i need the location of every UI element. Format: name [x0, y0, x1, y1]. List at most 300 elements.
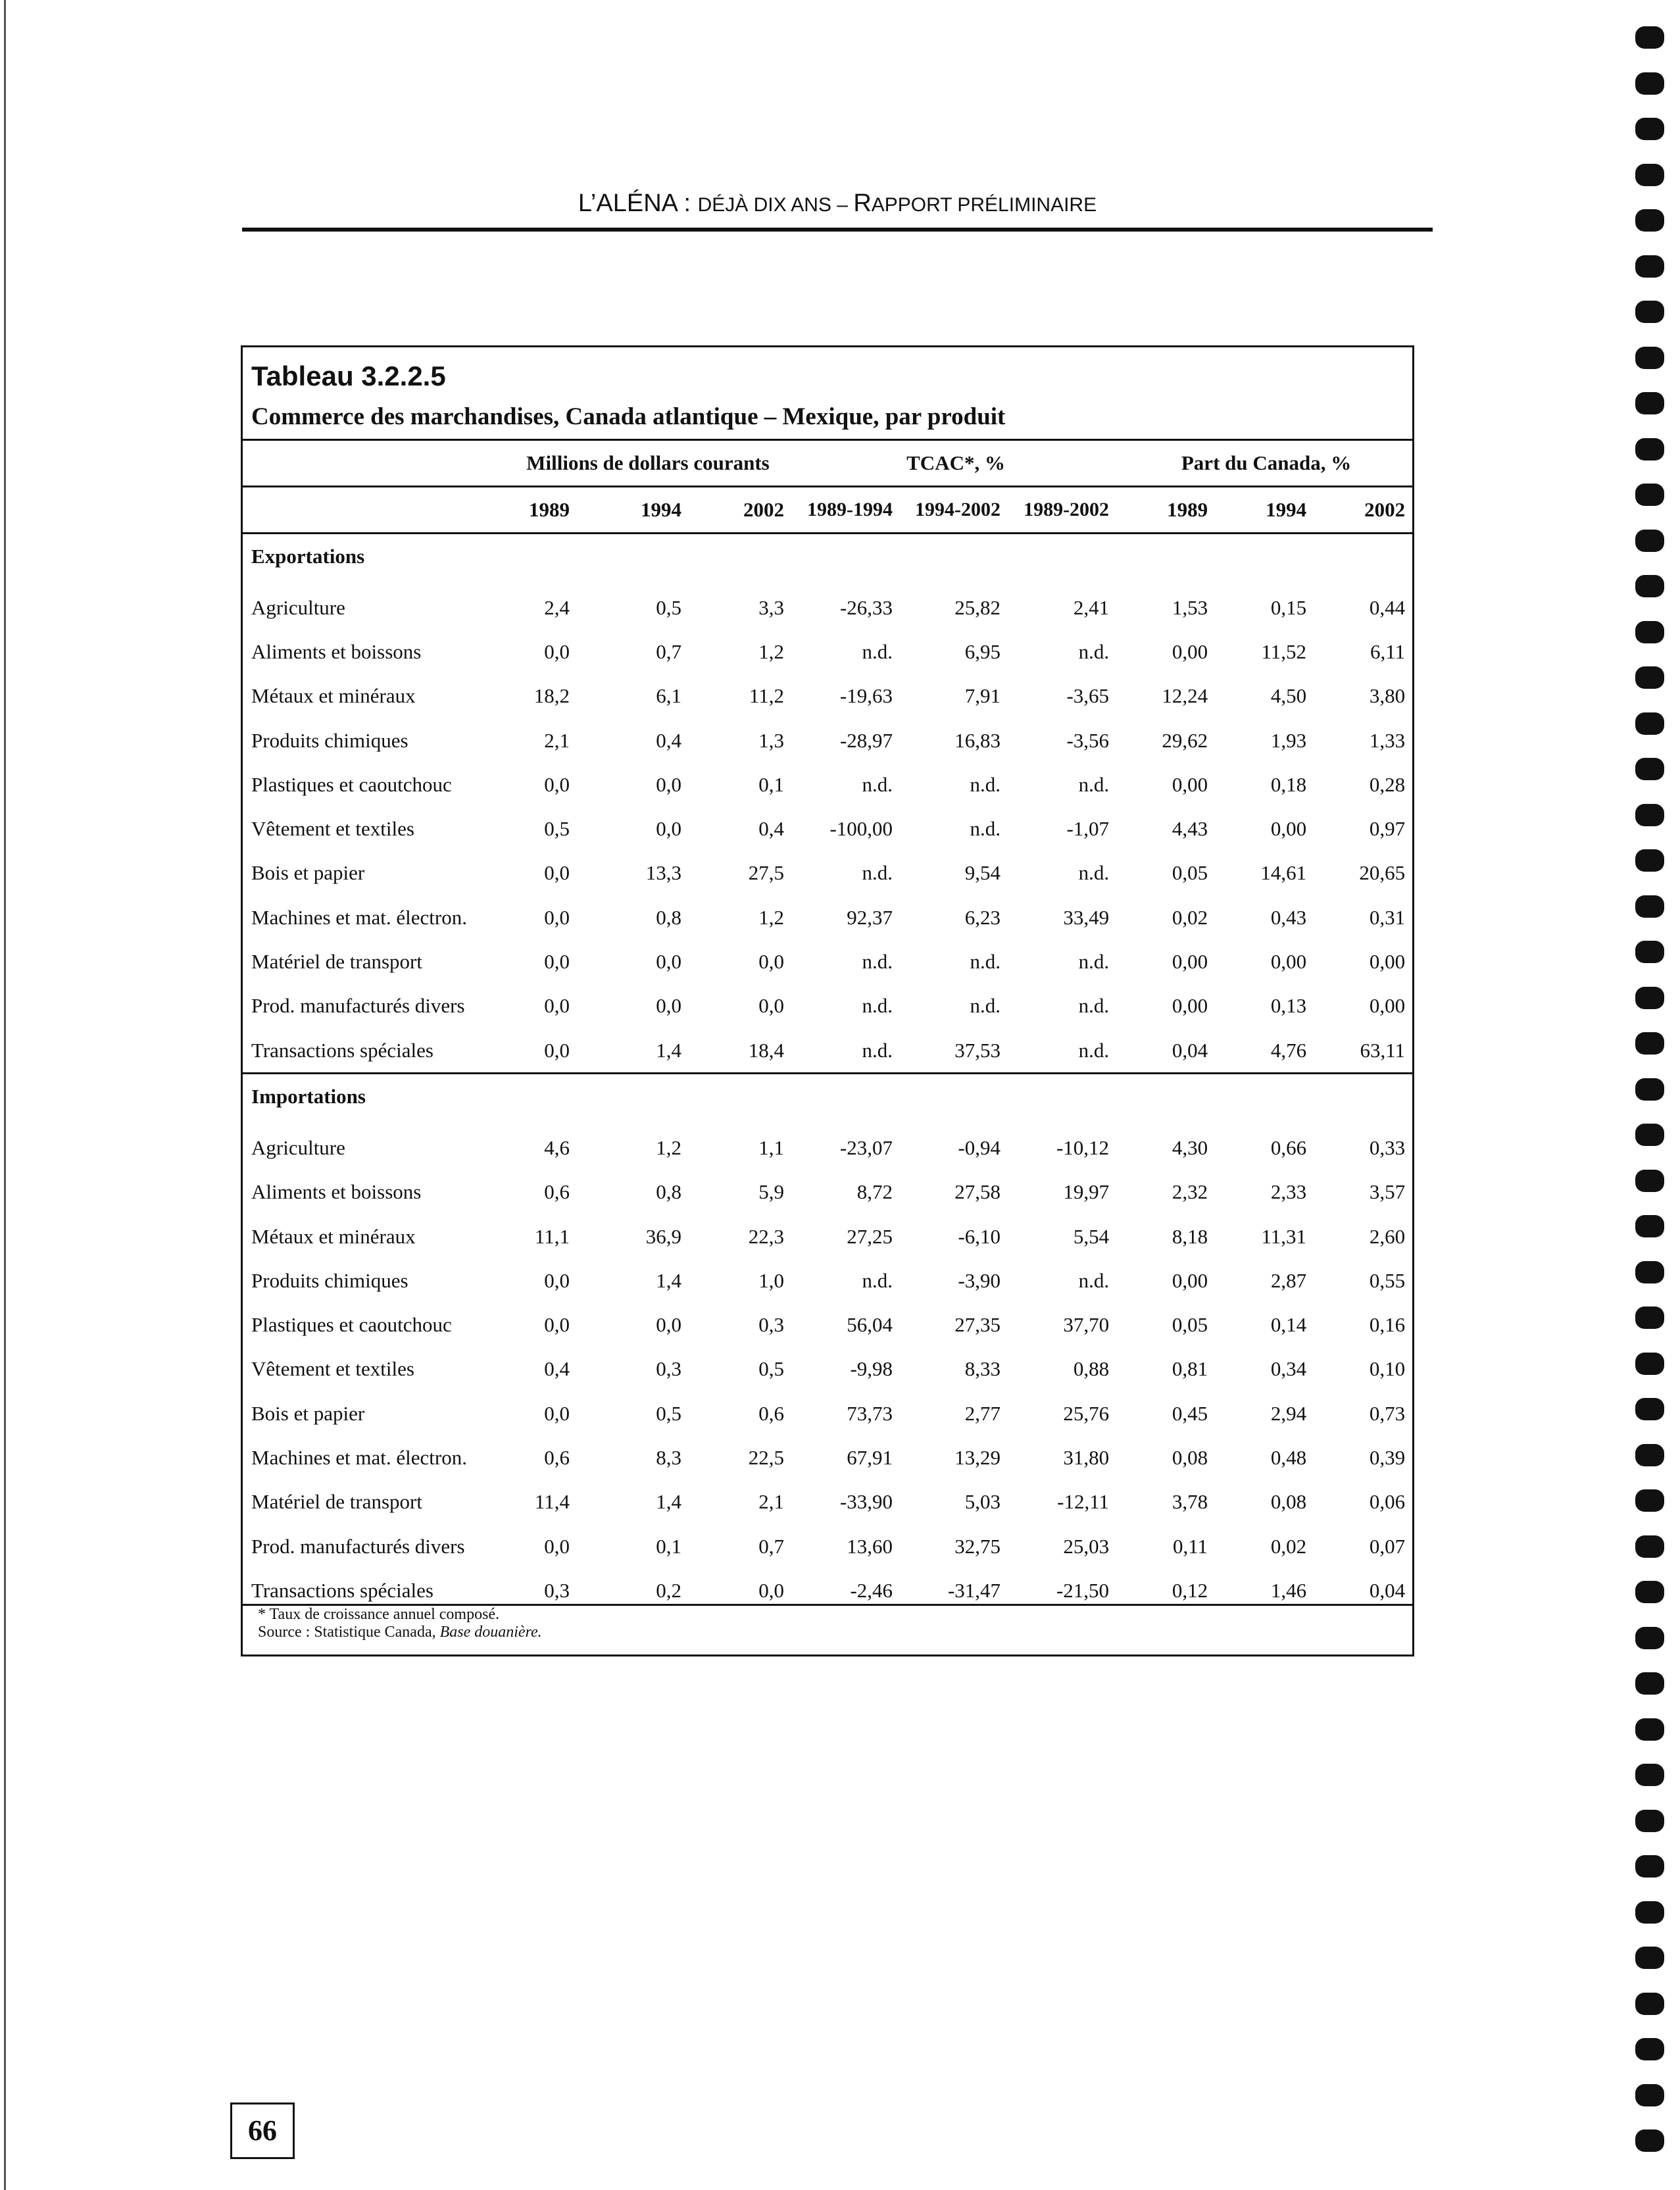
table-title: Tableau 3.2.2.5 — [251, 361, 446, 391]
row-label: Bois et papier — [251, 861, 365, 885]
group-header-row — [241, 440, 1414, 487]
table-cell: 1,3 — [758, 728, 785, 752]
table-cell: 0,0 — [544, 861, 570, 885]
row-label: Agriculture — [251, 595, 345, 619]
binding-hole — [1635, 987, 1664, 1009]
table-cell: -19,63 — [839, 684, 893, 708]
table-cell: 0,06 — [1369, 1490, 1406, 1514]
table-cell: 0,0 — [544, 1038, 570, 1062]
binding-hole — [1635, 575, 1664, 597]
binding-hole — [1635, 1444, 1664, 1466]
table-cell: 0,0 — [656, 772, 681, 796]
source-prefix: Source : Statistique Canada, — [258, 1624, 440, 1641]
table-cell: 0,0 — [656, 817, 681, 841]
table-cell: 0,0 — [544, 994, 570, 1018]
table-cell: -2,46 — [850, 1578, 893, 1602]
table-cell: 0,00 — [1270, 950, 1307, 974]
table-cell: 16,83 — [954, 728, 1001, 752]
table-cell: n.d. — [1078, 1038, 1110, 1062]
table-cell: 0,0 — [656, 950, 681, 974]
table-cell: 3,78 — [1172, 1490, 1208, 1514]
table-cell: 0,33 — [1369, 1135, 1406, 1159]
table-cell: -12,11 — [1057, 1490, 1110, 1514]
column-header: 2002 — [1316, 487, 1414, 534]
source-title: Base douanière. — [439, 1624, 542, 1641]
table-cell: 2,87 — [1270, 1268, 1307, 1292]
table-cell: 1,4 — [656, 1268, 681, 1292]
table-cell: 1,2 — [758, 905, 785, 929]
table-cell: 13,29 — [954, 1445, 1001, 1469]
table-cell: n.d. — [862, 772, 893, 796]
spiral-binding-holes — [1623, 0, 1676, 2190]
table-cell: 13,3 — [645, 861, 681, 885]
table-row — [241, 984, 1414, 1028]
group-header-tcac: TCAC*, % — [793, 440, 1118, 487]
table-cell: 0,15 — [1270, 595, 1307, 619]
table-cell: 8,33 — [964, 1357, 1001, 1381]
table-cell: 33,49 — [1063, 905, 1110, 929]
table-cell: -3,90 — [958, 1268, 1001, 1292]
table-cell: 2,1 — [544, 728, 570, 752]
footnote: * Taux de croissance annuel composé. — [258, 1606, 500, 1623]
table-cell: 1,93 — [1270, 728, 1307, 752]
table-cell: 2,32 — [1172, 1180, 1208, 1204]
table-cell: 11,4 — [534, 1490, 570, 1514]
running-head — [242, 189, 1433, 218]
table-cell: 1,2 — [656, 1135, 681, 1159]
table-cell: 1,4 — [656, 1038, 681, 1062]
row-label: Transactions spéciales — [251, 1038, 433, 1062]
table-cell: 25,82 — [954, 595, 1001, 619]
table-cell: 0,81 — [1172, 1357, 1208, 1381]
table-cell: 22,3 — [748, 1224, 785, 1248]
binding-hole — [1635, 941, 1664, 963]
table-cell: 0,7 — [758, 1534, 785, 1558]
table-cell: 0,0 — [656, 994, 681, 1018]
column-header: 1989-2002 — [1010, 487, 1118, 534]
table-cell: 2,41 — [1073, 595, 1110, 619]
table-cell: 0,3 — [656, 1357, 681, 1381]
table-subtitle: Commerce des marchandises, Canada atlantique – Mexique, par produit — [251, 403, 1006, 430]
binding-hole — [1635, 804, 1664, 826]
table-cell: 2,4 — [544, 595, 570, 619]
scan-edge-line — [4, 0, 6, 2190]
table-cell: -26,33 — [839, 595, 893, 619]
table-cell: -3,65 — [1066, 684, 1110, 708]
binding-hole — [1635, 1627, 1664, 1649]
row-label: Agriculture — [251, 1135, 345, 1159]
table-cell: 37,53 — [954, 1038, 1001, 1062]
table-cell: 6,1 — [656, 684, 681, 708]
section-header-row — [241, 534, 1414, 580]
binding-hole — [1635, 1215, 1664, 1237]
table-cell: 25,76 — [1063, 1401, 1110, 1425]
row-label: Prod. manufacturés divers — [251, 994, 465, 1018]
table-cell: 0,31 — [1369, 905, 1406, 929]
table-cell: -9,98 — [850, 1357, 893, 1381]
row-label: Machines et mat. électron. — [251, 905, 467, 929]
table-cell: 4,30 — [1172, 1135, 1208, 1159]
table-cell: 0,6 — [544, 1180, 570, 1204]
table-cell: 11,52 — [1261, 639, 1307, 663]
table-cell: 8,3 — [656, 1445, 681, 1469]
table-cell: 8,18 — [1172, 1224, 1208, 1248]
group-header-blank — [241, 440, 503, 487]
table-cell: 67,91 — [847, 1445, 893, 1469]
table-cell: 0,0 — [544, 1534, 570, 1558]
table-cell: 1,1 — [758, 1135, 785, 1159]
table-cell: 11,2 — [749, 684, 785, 708]
binding-hole — [1635, 2084, 1664, 2106]
table-row — [241, 1480, 1414, 1524]
row-label: Matériel de transport — [251, 950, 422, 974]
binding-hole — [1635, 1078, 1664, 1101]
table-cell: n.d. — [862, 994, 893, 1018]
table-cell: 2,1 — [758, 1490, 785, 1514]
table-row — [241, 718, 1414, 762]
table-cell: 0,5 — [656, 595, 681, 619]
table-cell: 1,4 — [656, 1490, 681, 1514]
row-label: Matériel de transport — [251, 1490, 422, 1514]
table-cell: 0,34 — [1270, 1357, 1307, 1381]
row-label: Plastiques et caoutchouc — [251, 772, 452, 796]
table-row — [241, 1170, 1414, 1214]
row-label: Vêtement et textiles — [251, 1357, 414, 1381]
table-cell: 0,16 — [1369, 1313, 1406, 1337]
table-cell: 0,04 — [1369, 1578, 1406, 1602]
table-cell: 0,00 — [1172, 994, 1208, 1018]
binding-hole — [1635, 1581, 1664, 1603]
table-cell: 5,54 — [1073, 1224, 1110, 1248]
binding-hole — [1635, 26, 1664, 49]
table-cell: 1,33 — [1369, 728, 1406, 752]
table-cell: 0,0 — [544, 950, 570, 974]
table-cell: 8,72 — [856, 1180, 893, 1204]
binding-hole — [1635, 118, 1664, 140]
column-header: 1989 — [503, 487, 579, 534]
binding-hole — [1635, 1855, 1664, 1878]
binding-hole — [1635, 849, 1664, 872]
row-label: Vêtement et textiles — [251, 817, 414, 841]
table-cell: 29,62 — [1162, 728, 1208, 752]
table-cell: 0,5 — [758, 1357, 785, 1381]
table-cell: 27,35 — [954, 1313, 1001, 1337]
source-line — [241, 1624, 1414, 1641]
table-cell: -31,47 — [947, 1578, 1001, 1602]
table-cell: 0,0 — [544, 772, 570, 796]
table-cell: 0,88 — [1073, 1357, 1110, 1381]
table-row — [241, 579, 1414, 630]
table-cell: 0,2 — [656, 1578, 681, 1602]
table-cell: 6,23 — [964, 905, 1001, 929]
table-row — [241, 1119, 1414, 1170]
column-header: 1989-1994 — [793, 487, 902, 534]
table-cell: 0,0 — [544, 1268, 570, 1292]
table-row — [241, 762, 1414, 807]
table-cell: 73,73 — [847, 1401, 893, 1425]
column-header: 1994 — [1217, 487, 1316, 534]
table-row — [241, 1303, 1414, 1347]
table-cell: 18,4 — [748, 1038, 785, 1062]
group-header-millions: Millions de dollars courants — [503, 440, 793, 487]
binding-hole — [1635, 1764, 1664, 1786]
binding-hole — [1635, 484, 1664, 506]
table-cell: 0,00 — [1172, 950, 1208, 974]
table-cell: 0,00 — [1172, 1268, 1208, 1292]
table-cell: 0,97 — [1369, 817, 1406, 841]
binding-hole — [1635, 1901, 1664, 1924]
binding-hole — [1635, 1489, 1664, 1512]
binding-hole — [1635, 1947, 1664, 1969]
binding-hole — [1635, 712, 1664, 735]
table-cell: 0,3 — [758, 1313, 785, 1337]
section-header-row — [241, 1074, 1414, 1120]
row-label: Transactions spéciales — [251, 1578, 433, 1602]
binding-hole — [1635, 666, 1664, 689]
table-cell: 0,08 — [1270, 1490, 1307, 1514]
table-cell: 4,76 — [1270, 1038, 1307, 1062]
table-row — [241, 1214, 1414, 1258]
table-cell: n.d. — [862, 639, 893, 663]
table-cell: 2,94 — [1270, 1401, 1307, 1425]
table-cell: n.d. — [862, 1268, 893, 1292]
table-cell: n.d. — [970, 817, 1001, 841]
binding-hole — [1635, 1398, 1664, 1420]
table-cell: 0,14 — [1270, 1313, 1307, 1337]
table-cell: 0,02 — [1270, 1534, 1307, 1558]
table-cell: 3,80 — [1369, 684, 1406, 708]
row-label: Aliments et boissons — [251, 1180, 422, 1204]
table-cell: 0,0 — [544, 1313, 570, 1337]
table-row — [241, 1435, 1414, 1480]
table-cell: 0,05 — [1172, 861, 1208, 885]
table-cell: 0,55 — [1369, 1268, 1406, 1292]
row-label: Machines et mat. électron. — [251, 1445, 467, 1469]
table-cell: n.d. — [970, 772, 1001, 796]
table-cell: 0,0 — [758, 950, 785, 974]
table-cell: 0,0 — [544, 1401, 570, 1425]
table-cell: -23,07 — [839, 1135, 893, 1159]
table-cell: 0,44 — [1369, 595, 1406, 619]
table-cell: 0,02 — [1172, 905, 1208, 929]
table-cell: 3,3 — [758, 595, 785, 619]
table-cell: 0,5 — [544, 817, 570, 841]
running-head-small-caps: DÉJÀ DIX ANS – — [697, 194, 854, 216]
row-label: Plastiques et caoutchouc — [251, 1313, 452, 1337]
table-cell: 0,73 — [1369, 1401, 1406, 1425]
header-rule — [242, 228, 1433, 232]
binding-hole — [1635, 1672, 1664, 1695]
table-cell: 0,45 — [1172, 1401, 1208, 1425]
table-row — [241, 807, 1414, 851]
table-cell: 1,0 — [758, 1268, 785, 1292]
table-cell: 9,54 — [964, 861, 1001, 885]
table-cell: n.d. — [1078, 994, 1110, 1018]
running-head-small-caps-2: APPORT PRÉLIMINAIRE — [871, 194, 1097, 216]
table-cell: 22,5 — [748, 1445, 785, 1469]
table-cell: 0,04 — [1172, 1038, 1208, 1062]
binding-hole — [1635, 347, 1664, 369]
table-cell: 0,1 — [758, 772, 785, 796]
table-cell: 12,24 — [1162, 684, 1208, 708]
binding-hole — [1635, 2129, 1664, 2152]
table-cell: 0,0 — [656, 1313, 681, 1337]
table-cell: 63,11 — [1360, 1038, 1406, 1062]
trade-table — [241, 439, 1414, 1613]
table-cell: -3,56 — [1066, 728, 1110, 752]
table-cell: 0,28 — [1369, 772, 1406, 796]
row-label: Métaux et minéraux — [251, 1224, 416, 1248]
table-cell: -33,90 — [839, 1490, 893, 1514]
table-cell: 0,6 — [758, 1401, 785, 1425]
row-label: Produits chimiques — [251, 1268, 408, 1292]
table-cell: -1,07 — [1066, 817, 1110, 841]
table-cell: 37,70 — [1063, 1313, 1110, 1337]
table-cell: 1,46 — [1270, 1578, 1307, 1602]
table-cell: 56,04 — [847, 1313, 893, 1337]
table-cell: 0,11 — [1172, 1534, 1208, 1558]
table-cell: 0,43 — [1270, 905, 1307, 929]
table-cell: 0,5 — [656, 1401, 681, 1425]
table-cell: 0,3 — [544, 1578, 570, 1602]
binding-hole — [1635, 1810, 1664, 1832]
table-row — [241, 1258, 1414, 1303]
table-cell: 27,5 — [748, 861, 785, 885]
table-cell: 7,91 — [964, 684, 1001, 708]
binding-hole — [1635, 1032, 1664, 1055]
binding-hole — [1635, 1535, 1664, 1558]
table-cell: 0,0 — [544, 905, 570, 929]
table-cell: 3,57 — [1369, 1180, 1406, 1204]
table-cell: 27,25 — [847, 1224, 893, 1248]
table-cell: n.d. — [1078, 772, 1110, 796]
binding-hole — [1635, 2038, 1664, 2060]
binding-hole — [1635, 392, 1664, 414]
table-cell: 20,65 — [1359, 861, 1406, 885]
table-cell: 11,1 — [534, 1224, 570, 1248]
table-row — [241, 851, 1414, 895]
table-cell: 0,8 — [656, 1180, 681, 1204]
binding-hole — [1635, 530, 1664, 552]
binding-hole — [1635, 621, 1664, 643]
table-cell: 27,58 — [954, 1180, 1001, 1204]
table-cell: 5,03 — [964, 1490, 1001, 1514]
binding-hole — [1635, 1124, 1664, 1146]
table-cell: 0,00 — [1172, 772, 1208, 796]
table-cell: 13,60 — [847, 1534, 893, 1558]
table-cell: -10,12 — [1056, 1135, 1110, 1159]
binding-hole — [1635, 164, 1664, 186]
column-header-row — [241, 487, 1414, 534]
table-cell: 0,00 — [1172, 639, 1208, 663]
binding-hole — [1635, 1993, 1664, 2015]
binding-hole — [1635, 301, 1664, 323]
table-cell: 0,18 — [1270, 772, 1307, 796]
binding-hole — [1635, 1353, 1664, 1375]
table-body — [241, 534, 1414, 1613]
group-header-share: Part du Canada, % — [1118, 440, 1414, 487]
table-cell: n.d. — [1078, 1268, 1110, 1292]
table-cell: 0,00 — [1369, 994, 1406, 1018]
table-cell: n.d. — [970, 950, 1001, 974]
table-cell: 0,07 — [1369, 1534, 1406, 1558]
table-row — [241, 895, 1414, 939]
table-row — [241, 939, 1414, 983]
table-cell: 92,37 — [847, 905, 893, 929]
table-cell: 0,0 — [758, 1578, 785, 1602]
row-label: Métaux et minéraux — [251, 684, 416, 708]
table-cell: 4,6 — [544, 1135, 570, 1159]
table-cell: -0,94 — [958, 1135, 1001, 1159]
table-cell: 4,50 — [1270, 684, 1307, 708]
binding-hole — [1635, 209, 1664, 232]
column-header: 2002 — [691, 487, 793, 534]
binding-hole — [1635, 1307, 1664, 1329]
table-cell: 19,97 — [1063, 1180, 1110, 1204]
table-cell: n.d. — [862, 861, 893, 885]
row-label: Produits chimiques — [251, 728, 408, 752]
table-cell: 0,66 — [1270, 1135, 1307, 1159]
binding-hole — [1635, 895, 1664, 918]
column-header: 1994-2002 — [902, 487, 1010, 534]
table-cell: 25,03 — [1063, 1534, 1110, 1558]
table-cell: 0,05 — [1172, 1313, 1208, 1337]
row-label: Prod. manufacturés divers — [251, 1534, 465, 1558]
table-row — [241, 1391, 1414, 1435]
table-cell: 32,75 — [954, 1534, 1001, 1558]
table-cell: -21,50 — [1056, 1578, 1110, 1602]
table-cell: 0,8 — [656, 905, 681, 929]
table-cell: n.d. — [970, 994, 1001, 1018]
table-cell: 2,77 — [964, 1401, 1001, 1425]
table-cell: n.d. — [1078, 950, 1110, 974]
table-cell: 2,33 — [1270, 1180, 1307, 1204]
column-header: 1989 — [1118, 487, 1217, 534]
table-cell: 5,9 — [758, 1180, 785, 1204]
page-number: 66 — [230, 2103, 295, 2159]
table-row — [241, 1524, 1414, 1568]
table-cell: n.d. — [1078, 861, 1110, 885]
table-cell: -100,00 — [829, 817, 893, 841]
table-cell: 0,4 — [544, 1357, 570, 1381]
column-header-blank — [241, 487, 503, 534]
binding-hole — [1635, 758, 1664, 780]
table-cell: 0,7 — [656, 639, 681, 663]
table-cell: 14,61 — [1260, 861, 1307, 885]
section-header: Exportations — [241, 534, 1414, 580]
table-cell: 0,00 — [1369, 950, 1406, 974]
table-cell: 0,0 — [758, 994, 785, 1018]
running-head-capital: R — [853, 189, 872, 217]
binding-hole — [1635, 1718, 1664, 1741]
table-cell: 0,6 — [544, 1445, 570, 1469]
table-cell: 0,1 — [656, 1534, 681, 1558]
table-cell: 1,53 — [1172, 595, 1208, 619]
table-cell: n.d. — [1078, 639, 1110, 663]
table-row — [241, 674, 1414, 718]
table-cell: 18,2 — [533, 684, 570, 708]
table-notes — [241, 1604, 1414, 1655]
row-label: Bois et papier — [251, 1401, 365, 1425]
binding-hole — [1635, 255, 1664, 278]
table-cell: 0,48 — [1270, 1445, 1307, 1469]
table-cell: 0,08 — [1172, 1445, 1208, 1469]
column-header: 1994 — [579, 487, 691, 534]
table-cell: 1,2 — [758, 639, 785, 663]
binding-hole — [1635, 1261, 1664, 1283]
table-cell: 0,13 — [1270, 994, 1307, 1018]
running-head-main: L’ALÉNA : — [578, 189, 698, 217]
